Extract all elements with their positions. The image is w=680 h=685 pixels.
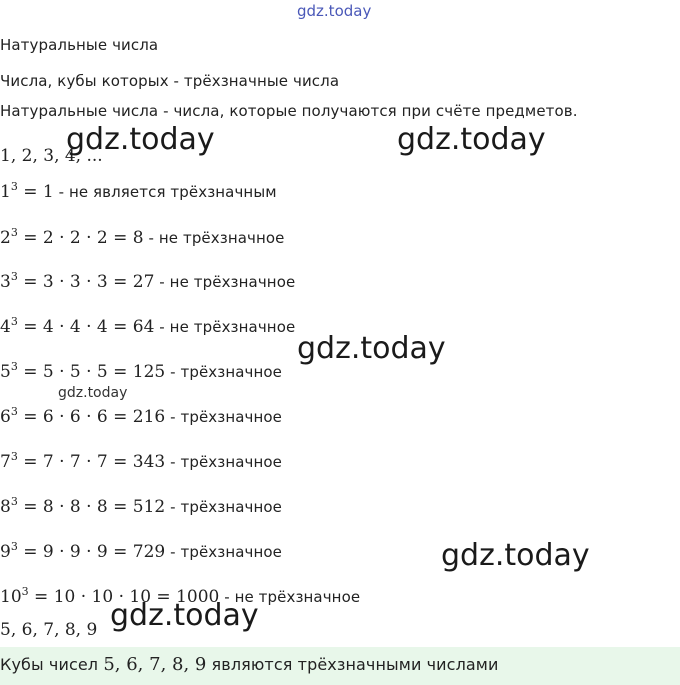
exponent: 3 [21,585,29,598]
cube-row [0,450,282,472]
cube-row [0,180,277,202]
base: 9 [0,542,11,562]
cube-note: - не трёхзначное [143,229,285,247]
answer-text [0,654,498,675]
cube-row [0,315,295,337]
natural-sequence: 1, 2, 3, 4, ... [0,146,103,166]
cube-note: - не трёхзначное [154,273,296,291]
cube-note: - трёхзначное [165,363,283,381]
cube-note: - трёхзначное [165,498,283,516]
cube-note: - не трёхзначное [219,588,361,606]
cube-equation: = 9 · 9 · 9 = 729 [17,542,166,562]
cube-row [0,270,295,292]
exponent: 3 [10,226,18,239]
watermark: gdz.today [297,331,446,366]
base: 7 [0,452,11,472]
watermark: gdz.today [441,538,590,573]
answer-box [0,647,680,685]
cube-equation: = 8 · 8 · 8 = 512 [17,497,166,517]
exponent: 3 [10,540,18,553]
cube-equation: = 4 · 4 · 4 = 64 [17,317,155,337]
base: 8 [0,497,11,517]
exponent: 3 [10,270,18,283]
cube-equation: = 6 · 6 · 6 = 216 [17,407,166,427]
answer-prefix: Кубы чисел [0,655,104,674]
cube-row [0,495,282,517]
cube-note: - не является трёхзначным [53,183,277,201]
watermark: gdz.today [110,598,259,633]
cube-equation: = 5 · 5 · 5 = 125 [17,362,166,382]
cube-equation: = 7 · 7 · 7 = 343 [17,452,166,472]
exponent: 3 [10,450,18,463]
cube-equation: = 2 · 2 · 2 = 8 [17,228,144,248]
base: 6 [0,407,11,427]
cube-row [0,226,285,248]
cube-equation: = 1 [17,182,54,202]
result-list: 5, 6, 7, 8, 9 [0,620,98,640]
cube-equation: = 3 · 3 · 3 = 27 [17,272,155,292]
base: 1 [0,182,11,202]
cube-note: - не трёхзначное [154,318,296,336]
cube-note: - трёхзначное [165,453,283,471]
base: 10 [0,587,22,607]
exponent: 3 [10,360,18,373]
base: 4 [0,317,11,337]
base: 5 [0,362,11,382]
cube-row [0,405,282,427]
cube-note: - трёхзначное [165,408,283,426]
cube-row [0,360,282,382]
exponent: 3 [10,495,18,508]
base: 3 [0,272,11,292]
cube-row [0,540,282,562]
definition: Натуральные числа - числа, которые получаются при счёте предметов. [0,102,578,120]
watermark: gdz.today [66,122,215,157]
exponent: 3 [10,315,18,328]
base: 2 [0,228,11,248]
exponent: 3 [10,180,18,193]
heading: Натуральные числа [0,36,159,54]
watermark: gdz.today [58,385,128,401]
answer-numbers: 5, 6, 7, 8, 9 [103,654,207,675]
subheading: Числа, кубы которых - трёхзначные числа [0,72,340,90]
answer-suffix: являются трёхзначными числами [206,655,499,674]
watermark-top: gdz.today [297,2,372,20]
exponent: 3 [10,405,18,418]
watermark: gdz.today [397,122,546,157]
cube-equation: = 10 · 10 · 10 = 1000 [28,587,220,607]
cube-note: - трёхзначное [165,543,283,561]
